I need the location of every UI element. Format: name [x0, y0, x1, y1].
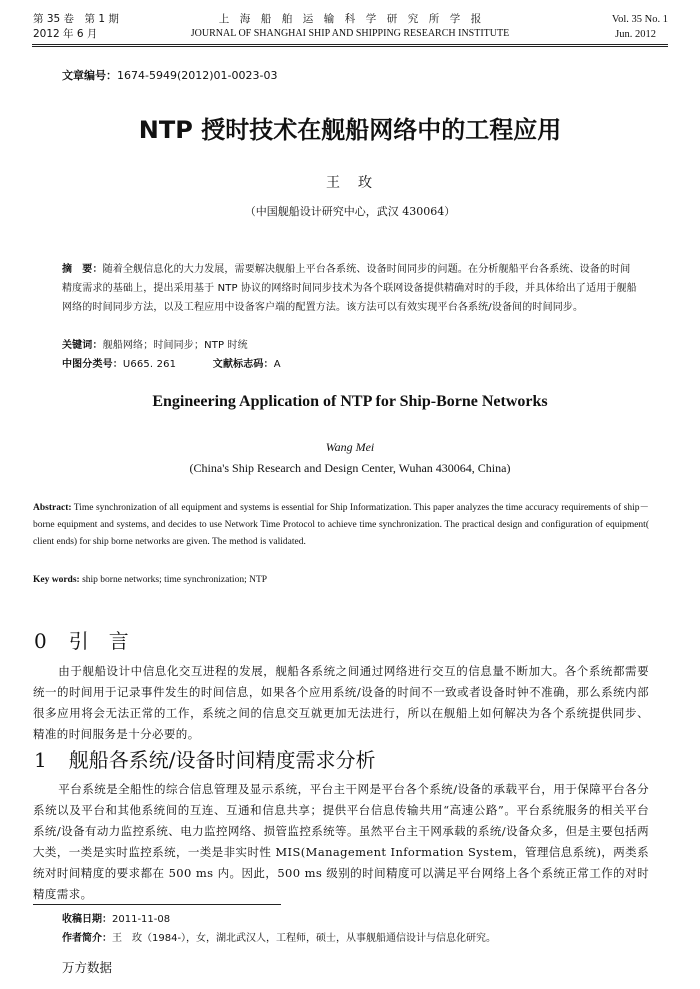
author-cn: 王 玫: [326, 175, 374, 191]
header-volume-en: Vol. 35 No. 1: [611, 14, 668, 25]
keywords-cn: [62, 336, 248, 355]
section-0-title: 引 言: [68, 629, 129, 653]
keywords-en: [33, 572, 267, 589]
keywords-cn-label: 关键词：: [62, 340, 103, 351]
section-0-number: 0: [34, 629, 47, 653]
section-0-heading: [34, 628, 129, 654]
affiliation-cn: （中国舰船设计研究中心，武汉 430064）: [244, 205, 456, 218]
classification-cn: [62, 355, 281, 374]
article-id-value: 1674-5949(2012)01-0023-03: [117, 69, 278, 82]
clc-label: 中图分类号：: [62, 359, 123, 370]
abstract-en-label: Abstract:: [33, 503, 72, 513]
clc-value: U665. 261: [122, 359, 177, 370]
header-rule-double: [32, 46, 668, 47]
doc-code-value: A: [273, 359, 281, 370]
abstract-en-text: Time synchronization of all equipment and systems is essential for Ship Informatization. This paper analyzes the time accuracy requirements of ship－borne equipment and systems, and decides to use Network Time Protocol to achieve time synchronization. The practical design and configuration of equipment( client ends) for ship borne networks are given. The method is validated.: [33, 503, 649, 547]
section-0-paragraph: 由于舰船设计中信息化交互进程的发展，舰船各系统之间通过网络进行交互的信息量不断加大。各个系统都需要统一的时间用于记录事件发生的时间信息，如果各个应用系统/设备的时间不一致或者设备时钟不准确，那么系统内部很多应用将会无法正常的工作，系统之间的信息交互就更加无法进行，所以在舰船上如何解决为各个系统提供同步、精准的时间服务是十分必要的。: [33, 664, 649, 741]
section-1-paragraph: 平台系统是全船性的综合信息管理及显示系统，平台主干网是平台各个系统/设备的承载平台，用于保障平台各分系统以及平台和其他系统间的互连、互通和信息共享；提供平台信息传输共用“高速公路”。平台系统服务的相关平台系统/设备有动力监控系统、电力监控网络、损管监控系统等。虽然平台主干网承载的系统/设备众多，但是主要包括两大类，一类是实时监控系统，一类是非实时性 MIS(Management Information System，管理信息系统)，两类系统对时间精度的要求都在 500 ms 内。因此，500 ms 级别的时间精度可以满足平台网络上各个系统正常工作的对时精度需求。: [33, 782, 649, 901]
keywords-en-label: Key words:: [33, 575, 80, 585]
section-1-heading: [34, 747, 375, 773]
page-title-en: Engineering Application of NTP for Ship-Borne Networks: [152, 393, 548, 410]
abstract-cn: [62, 260, 640, 317]
article-id-label: 文章编号：: [62, 69, 117, 82]
keywords-cn-text: 舰船网络；时间同步；NTP 时统: [102, 340, 248, 351]
abstract-en: [33, 500, 649, 551]
received-label: 收稿日期：: [62, 914, 112, 925]
footnote-rule: [33, 904, 281, 905]
page-title-cn: NTP 授时技术在舰船网络中的工程应用: [138, 116, 562, 144]
author-en: Wang Mei: [325, 440, 375, 454]
abstract-cn-label: 摘 要：: [62, 264, 103, 275]
affiliation-en: (China's Ship Research and Design Center, Wuhan 430064, China): [189, 461, 511, 475]
section-1-title: 舰船各系统/设备时间精度需求分析: [68, 748, 376, 772]
article-id: [62, 67, 277, 83]
header-date-en: Jun. 2012: [615, 29, 656, 40]
section-1-number: 1: [34, 748, 47, 772]
header-journal-cn: 上 海 船 舶 运 输 科 学 研 究 所 学 报: [218, 13, 482, 25]
header-rule: [32, 44, 668, 45]
watermark: 万方数据: [62, 960, 113, 975]
keywords-en-text: ship borne networks; time synchronization; NTP: [79, 575, 268, 585]
author-bio: [62, 930, 496, 948]
received-value: 2011-11-08: [112, 914, 171, 925]
doc-code-label: 文献标志码：: [212, 359, 274, 370]
author-bio-label: 作者简介：: [62, 933, 112, 944]
author-bio-text: 王 玫（1984-），女，湖北武汉人，工程师，硕士，从事舰船通信设计与信息化研究。: [112, 933, 497, 944]
header-journal-en: JOURNAL OF SHANGHAI SHIP AND SHIPPING RESEARCH INSTITUTE: [190, 28, 510, 39]
header-date-cn: 2012 年 6 月: [33, 28, 98, 40]
received-date: [62, 911, 170, 929]
abstract-cn-text: 随着全舰信息化的大力发展，需要解决舰船上平台各系统、设备时间同步的问题。在分析舰船平台各系统、设备的时间精度需求的基础上，提出采用基于 NTP 协议的网络时间同步技术为各个联网设备提供精确对时的手段，并具体给出了适用于舰船网络的时间同步方法，以及工程应用中设备客户端的配置方法。该方法可以有效实现平台各系统/设备间的时间同步。: [62, 264, 637, 313]
header-volume-issue: 第 35 卷 第 1 期: [33, 13, 119, 25]
